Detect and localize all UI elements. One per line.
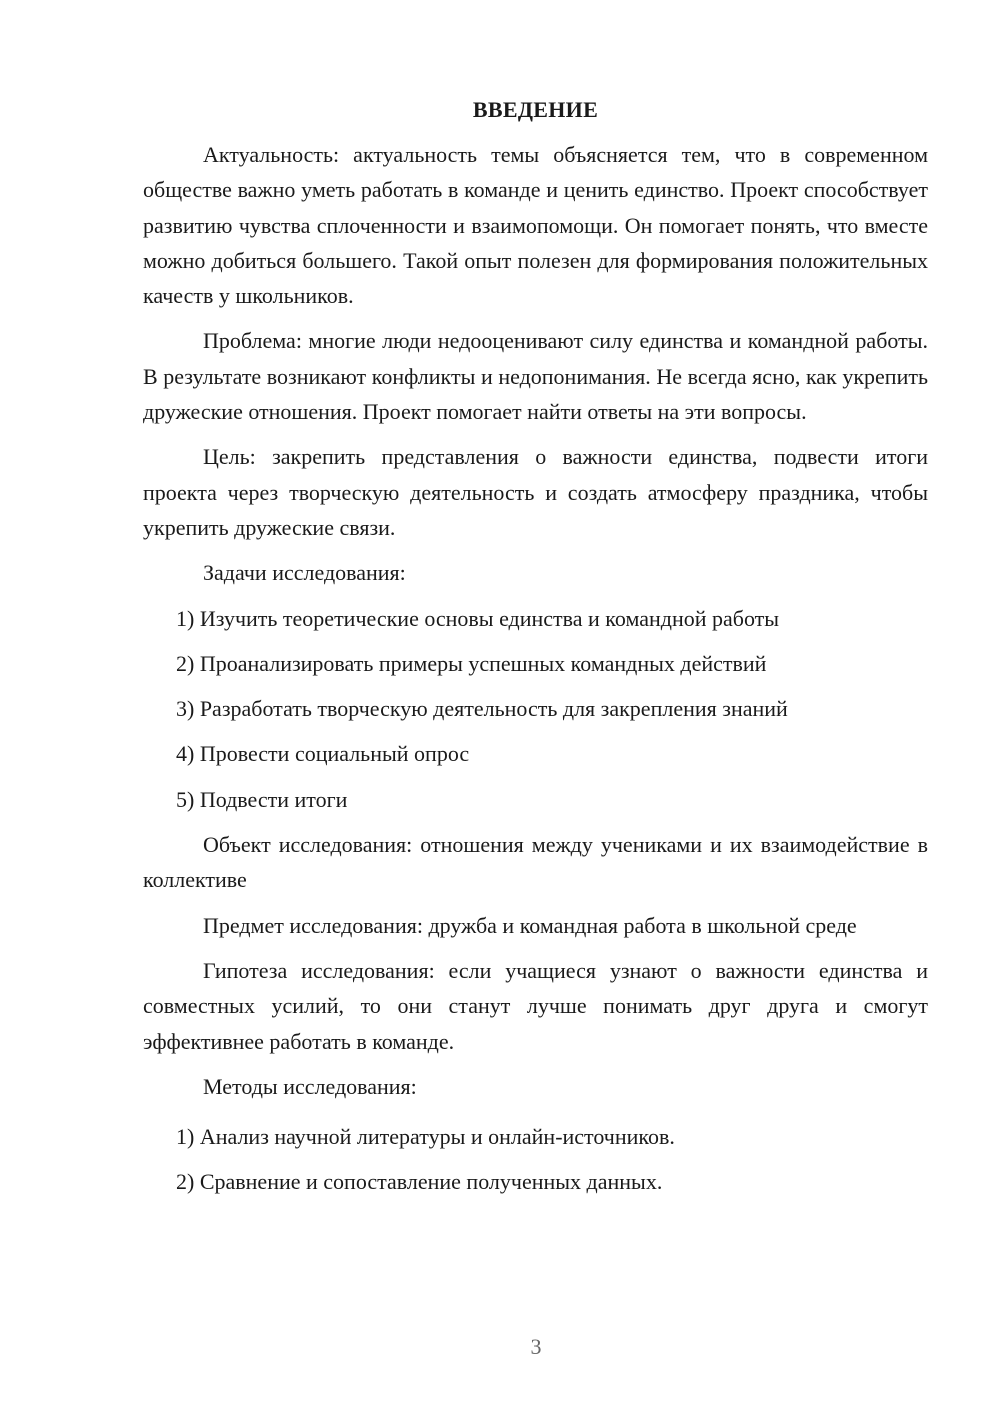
task-item: 1) Изучить теоретические основы единства и командной работы [176,605,780,631]
method-item: 1) Анализ научной литературы и онлайн-источников. [176,1124,675,1150]
page-number: 3 [530,1334,542,1359]
object-paragraph: Объект исследования: отношения между учениками и их взаимодействие в коллективе [143,832,928,893]
tasks-heading: Задачи исследования: [203,560,406,586]
task-item: 4) Провести социальный опрос [176,741,470,767]
page-title: ВВЕДЕНИЕ [472,97,599,122]
methods-heading: Методы исследования: [203,1073,417,1099]
relevance-paragraph: Актуальность: актуальность темы объясняется тем, что в современном обществе важно уметь работать в команде и ценить единство. Проект способствует развитию чувства сплоченности и взаимопомощи. Он помогает понять, что вместе можно добиться большего. Такой опыт полезен для формирования положительных качеств у школьников. [143,142,928,309]
page-content [143,95,928,1210]
hypothesis-paragraph: Гипотеза исследования: если учащиеся узнают о важности единства и совместных усилий, то они станут лучше понимать друг друга и смогут эффективнее работать в команде. [143,957,928,1054]
subject-paragraph: Предмет исследования: дружба и командная работа в школьной среде [203,912,857,938]
task-item: 2) Проанализировать примеры успешных командных действий [176,650,767,676]
task-item: 3) Разработать творческую деятельность для закрепления знаний [176,696,788,722]
task-item: 5) Подвести итоги [176,786,348,812]
problem-paragraph: Проблема: многие люди недооценивают силу единства и командной работы. В результате возникают конфликты и недопонимания. Не всегда ясно, как укрепить дружеские отношения. Проект помогает найти ответы на эти вопросы. [143,328,928,425]
method-item: 2) Сравнение и сопоставление полученных данных. [176,1169,663,1195]
goal-paragraph: Цель: закрепить представления о важности единства, подвести итоги проекта через творческую деятельность и создать атмосферу праздника, чтобы укрепить дружеские связи. [143,444,928,540]
